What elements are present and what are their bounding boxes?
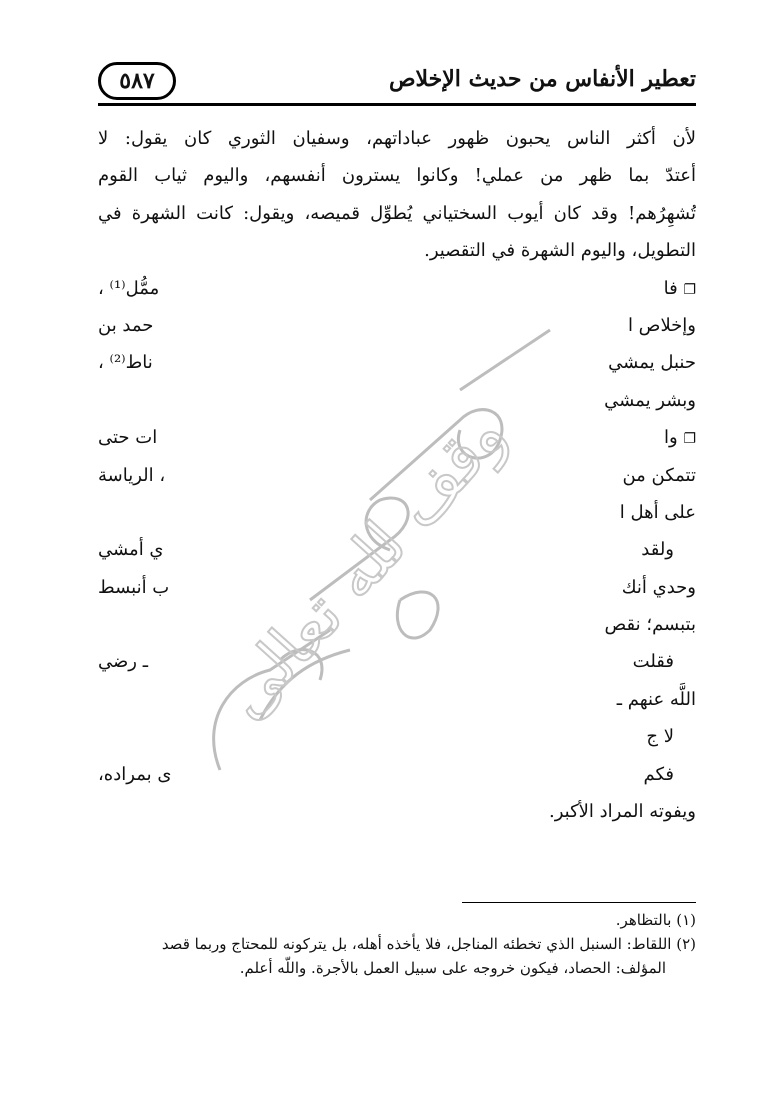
fragment-right: ❐ وا: [664, 427, 696, 449]
fragment-line: [98, 307, 696, 344]
footnote-rule: [462, 902, 696, 903]
fragment-left: ب أنبسط: [98, 576, 170, 598]
fragment-right: ولقد: [641, 539, 674, 561]
fragment-right: حنبل يمشي: [608, 352, 696, 374]
body-text: [98, 120, 696, 830]
body-line: تُشهِرُهم! وقد كان أيوب السختياني يُطوِّل قميصه، ويقول: كانت الشهرة في: [98, 202, 696, 224]
fragment-right: ❐ فا: [663, 277, 696, 299]
fragment-line: [98, 531, 696, 568]
fragment-line: [98, 270, 696, 307]
fragment-right: وبشر يمشي: [604, 389, 696, 411]
page-number-badge: ٥٨٧: [98, 62, 176, 100]
fragment-left: ـ رضي: [98, 651, 148, 673]
page-header: [98, 62, 696, 106]
footnotes: [98, 908, 696, 980]
fragment-line: [98, 494, 696, 531]
fragment-right: لا ج: [646, 726, 674, 748]
fragment-left: ، الرياسة: [98, 464, 166, 486]
fragment-right: فكم: [643, 763, 674, 785]
fragment-line: [98, 382, 696, 419]
fragment-line: [98, 681, 696, 718]
fragment-right: بتبسم؛ نقص: [604, 614, 696, 636]
fragment-right: تتمكن من: [622, 464, 696, 486]
fragment-line: [98, 344, 696, 381]
footnote: (١) بالتظاهر.: [615, 911, 696, 929]
fragment-right: اللَّه عنهم ـ: [616, 688, 696, 710]
footnote: المؤلف: الحصاد، فيكون خروجه على سبيل العمل بالأجرة. واللَّه أعلم.: [239, 959, 666, 977]
body-line: أعتدّ بما ظهر من عملي! وكانوا يسترون أنفسهم، واليوم ثياب القوم: [98, 165, 696, 187]
fragment-line: [98, 606, 696, 643]
body-line: ويفوته المراد الأكبر.: [549, 801, 696, 823]
fragment-line: [98, 419, 696, 456]
fragment-right: وحدي أنك: [621, 576, 696, 598]
fragment-left: ممُّل⁽¹⁾ ،: [98, 277, 160, 299]
fragment-left: ات حتى: [98, 427, 158, 449]
fragment-line: [98, 756, 696, 793]
square-bullet-icon: ❐: [683, 281, 696, 298]
body-line: لأن أكثر الناس يحبون ظهور عباداتهم، وسفيان الثوري كان يقول: لا: [98, 128, 696, 149]
fragment-left: ناط⁽²⁾ ،: [98, 352, 153, 374]
fragment-left: ى بمراده،: [98, 763, 172, 785]
fragment-line: [98, 569, 696, 606]
fragment-right: فقلت: [632, 651, 674, 673]
fragment-left: ي أمشي: [98, 539, 164, 561]
header-rule: [98, 103, 696, 106]
fragment-line: [98, 718, 696, 755]
square-bullet-icon: ❐: [683, 431, 696, 448]
fragment-line: [98, 457, 696, 494]
body-line: التطويل، واليوم الشهرة في التقصير.: [424, 240, 696, 262]
fragment-line: [98, 643, 696, 680]
watermark-text: وقف لله تعالى: [208, 398, 521, 734]
fragment-right: على أهل ا: [619, 501, 696, 523]
book-title: تعطير الأنفاس من حديث الإخلاص: [388, 66, 696, 92]
fragment-left: حمد بن: [98, 314, 154, 336]
fragment-right: وإخلاص ا: [627, 314, 696, 336]
footnote: (٢) اللقاط: السنبل الذي تخطئه المناجل، فلا يأخذه أهله، بل يتركونه للمحتاج وربما قصد: [161, 935, 696, 953]
